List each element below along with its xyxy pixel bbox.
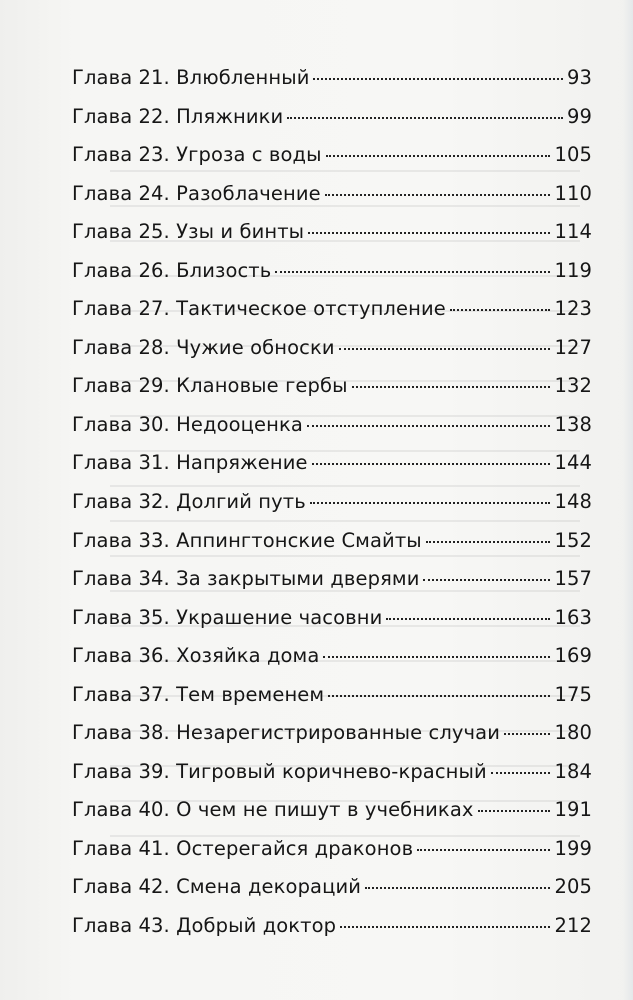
toc-entry	[72, 875, 592, 914]
toc-entry-title: Глава 40. О чем не пишут в учебниках	[72, 798, 474, 822]
toc-entry-title: Глава 25. Узы и бинты	[72, 220, 305, 244]
dot-leader	[287, 117, 563, 119]
toc-entry	[72, 490, 592, 529]
dot-leader	[478, 810, 551, 812]
toc-entry-page: 123	[554, 297, 592, 321]
toc-entry	[72, 798, 592, 837]
page-edge-shadow	[623, 0, 633, 1000]
toc-entry	[72, 66, 592, 105]
dot-leader	[491, 772, 551, 774]
toc-entry-page: 163	[554, 605, 592, 629]
dot-leader	[325, 194, 551, 196]
toc-entry-page: 99	[566, 104, 592, 128]
dot-leader	[339, 348, 551, 350]
toc-entry-title: Глава 24. Разоблачение	[72, 181, 321, 205]
toc-entry-title: Глава 23. Угроза с воды	[72, 143, 322, 167]
dot-leader	[450, 309, 551, 311]
dot-leader	[323, 656, 550, 658]
toc-entry	[72, 760, 592, 799]
toc-entry-title: Глава 22. Пляжники	[72, 104, 284, 128]
toc-entry	[72, 374, 592, 413]
toc-entry-title: Глава 31. Напряжение	[72, 451, 308, 475]
toc-entry-page: 199	[554, 836, 592, 860]
toc-entry-page: 184	[554, 759, 592, 783]
toc-entry-title: Глава 30. Недооценка	[72, 412, 303, 436]
toc-entry	[72, 143, 592, 182]
toc-entry-page: 148	[554, 490, 592, 514]
toc-entry-page: 157	[554, 567, 592, 591]
toc-entry-page: 152	[554, 528, 592, 552]
toc-entry	[72, 297, 592, 336]
toc-entry-page: 180	[554, 721, 592, 745]
toc-entry	[72, 644, 592, 683]
toc-entry-title: Глава 36. Хозяйка дома	[72, 644, 320, 668]
toc-entry-page: 127	[554, 335, 592, 359]
dot-leader	[307, 425, 551, 427]
dot-leader	[426, 541, 551, 543]
dot-leader	[313, 78, 563, 80]
dot-leader	[352, 386, 551, 388]
toc-entry-title: Глава 32. Долгий путь	[72, 490, 306, 514]
dot-leader	[365, 887, 550, 889]
toc-entry-page: 175	[554, 682, 592, 706]
toc-entry	[72, 451, 592, 490]
toc-entry	[72, 567, 592, 606]
toc-entry	[72, 529, 592, 568]
dot-leader	[308, 232, 550, 234]
toc-entry-page: 169	[554, 644, 592, 668]
toc-entry-page: 144	[554, 451, 592, 475]
toc-entry-page: 93	[566, 66, 592, 89]
toc-entry-page: 105	[554, 143, 592, 167]
dot-leader	[423, 579, 550, 581]
toc-entry	[72, 182, 592, 221]
toc-entry-title: Глава 43. Добрый доктор	[72, 914, 337, 938]
dot-leader	[326, 155, 551, 157]
toc-entry-title: Глава 35. Украшение часовни	[72, 605, 383, 629]
toc-entry	[72, 413, 592, 452]
toc-entry-page: 191	[554, 798, 592, 822]
toc-entry	[72, 683, 592, 722]
toc-entry-title: Глава 33. Аппингтонские Смайты	[72, 528, 422, 552]
toc-entry-title: Глава 41. Остерегайся драконов	[72, 836, 414, 860]
dot-leader	[340, 926, 550, 928]
toc-entry-page: 114	[554, 220, 592, 244]
dot-leader	[504, 733, 551, 735]
toc-entry	[72, 721, 592, 760]
toc-entry-page: 119	[554, 258, 592, 282]
toc-entry-title: Глава 38. Незарегистрированные случаи	[72, 721, 500, 745]
toc-entry	[72, 914, 592, 953]
toc-entry-title: Глава 26. Близость	[72, 258, 272, 282]
dot-leader	[328, 695, 550, 697]
dot-leader	[417, 849, 550, 851]
toc-entry-title: Глава 27. Тактическое отступление	[72, 297, 446, 321]
toc-entry-title: Глава 34. За закрытыми дверями	[72, 567, 420, 591]
dot-leader	[275, 271, 550, 273]
toc-entry-page: 138	[554, 412, 592, 436]
toc-entry-page: 212	[554, 914, 592, 938]
toc-entry-page: 132	[554, 374, 592, 398]
toc-entry	[72, 220, 592, 259]
toc-entry-title: Глава 21. Влюбленный	[72, 66, 310, 89]
toc-entry-title: Глава 37. Тем временем	[72, 682, 325, 706]
toc-entry-page: 110	[554, 181, 592, 205]
toc-entry-title: Глава 39. Тигровый коричнево-красный	[72, 759, 487, 783]
table-of-contents	[72, 66, 592, 953]
dot-leader	[310, 502, 551, 504]
toc-entry-title: Глава 29. Клановые гербы	[72, 374, 348, 398]
toc-entry-title: Глава 28. Чужие обноски	[72, 335, 335, 359]
toc-entry	[72, 336, 592, 375]
toc-entry	[72, 105, 592, 144]
toc-entry	[72, 259, 592, 298]
dot-leader	[312, 463, 551, 465]
dot-leader	[386, 618, 550, 620]
toc-entry	[72, 837, 592, 876]
toc-entry-page: 205	[554, 875, 592, 899]
toc-entry	[72, 606, 592, 645]
toc-entry-title: Глава 42. Смена декораций	[72, 875, 362, 899]
